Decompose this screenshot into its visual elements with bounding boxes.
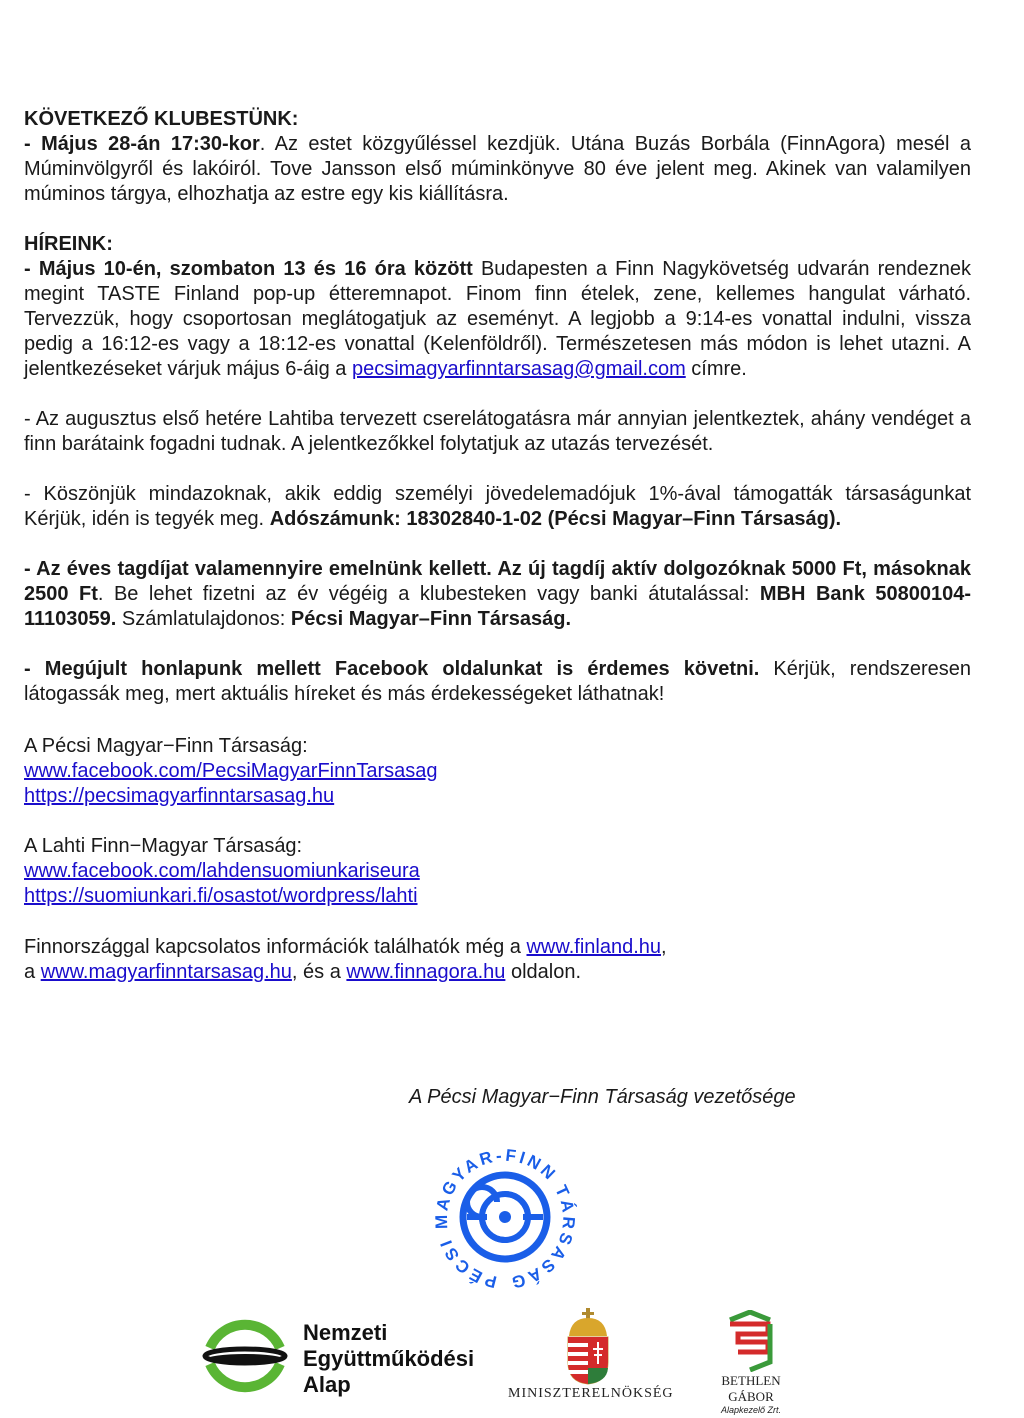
svg-text:PÉCSI MAGYAR-FINN TÁRSASÁG: PÉCSI MAGYAR-FINN TÁRSASÁG [432, 1145, 578, 1290]
pecs-facebook-link[interactable]: www.facebook.com/PecsiMagyarFinnTarsasag [24, 760, 438, 782]
finland-link[interactable]: www.finland.hu [526, 936, 662, 958]
news-heading: HÍREINK: [24, 233, 113, 255]
info-paragraph: Finnországgal kapcsolatos információk találhatók még a www.finland.hu, a www.magyarfinntarsasag.hu, és a www.finnagora.hu oldalon. [24, 936, 667, 983]
pecs-website-link[interactable]: https://pecsimagyarfinntarsasag.hu [24, 785, 335, 807]
hungarian-coat-of-arms-icon [563, 1306, 613, 1386]
next-event-paragraph: - Május 28-án 17:30-kor. Az estet közgyűléssel kezdjük. Utána Buzás Borbála (FinnAgora) mesél a Múminvölgyről és lakóiról. Tove Jansson első múminkönyve 80 éve jelent meg. Akinek van valamilyen múminos tárgya, elhozhatja az estre egy kis kiállításra. [24, 133, 971, 205]
bga-label: BETHLEN GÁBOR Alapkezelő Zrt. [720, 1373, 782, 1415]
newsletter-body [24, 107, 971, 985]
news-item-fee: - Az éves tagdíjat valamennyire emelnünk kellett. Az új tagdíj aktív dolgozóknak 5000 Ft, másoknak 2500 Ft. Be lehet fizetni az év végéig a klubesteken vagy banki átutalással: MBH Bank 50800104-11103059. Számlatulajdonos: Pécsi Magyar–Finn Társaság. [24, 558, 972, 630]
ministry-label: MINISZTERELNÖKSÉG [508, 1386, 674, 1401]
contacts-pecs [24, 734, 971, 809]
magyarfinntarsasag-link[interactable]: www.magyarfinntarsasag.hu [40, 961, 292, 983]
finnagora-link[interactable]: www.finnagora.hu [346, 961, 506, 983]
nea-logo-text: Nemzeti Együttműködési Alap [303, 1320, 475, 1397]
email-link[interactable]: pecsimagyarfinntarsasag@gmail.com [351, 358, 686, 380]
news-item-tax: - Köszönjük mindazoknak, akik eddig személyi jövedelemadójuk 1%-ával támogatták társaságunkat Kérjük, idén is tegyék meg. Adószámunk: 18302840-1-02 (Pécsi Magyar–Finn Társaság). [24, 483, 971, 530]
lahti-facebook-link[interactable]: www.facebook.com/lahdensuomiunkariseura [24, 860, 420, 882]
next-event-heading: KÖVETKEZŐ KLUBESTÜNK: [24, 108, 299, 130]
contacts-lahti [24, 834, 971, 909]
lahti-website-link[interactable]: https://suomiunkari.fi/osastot/wordpress/lahti [24, 885, 418, 907]
news-item-lahti: - Az augusztus első hetére Lahtiba tervezett cserelátogatásra már annyian jelentkeztek, ahány vendéget a finn barátaink fogadni tudnak. A jelentkezőkkel folytatjuk az utazás tervezését. [24, 408, 971, 455]
pecs-label: A Pécsi Magyar−Finn Társaság: [24, 735, 308, 757]
signature: A Pécsi Magyar−Finn Társaság vezetősége [409, 1086, 796, 1108]
bga-logo [726, 1310, 774, 1372]
nea-logo [200, 1308, 290, 1402]
society-logo [432, 1144, 578, 1290]
lahti-label: A Lahti Finn−Magyar Társaság: [24, 835, 303, 857]
news-item-taste-finland: - Május 10-én, szombaton 13 és 16 óra között Budapesten a Finn Nagykövetség udvarán rendeznek megint TASTE Finland pop-up étteremnapot. Finom finn ételek, zene, kellemes hangulat várható. Tervezzük, hogy csoportosan meglátogatjuk az eseményt. A legjobb a 9:14-es vonattal indulni, vissza pedig a 16:12-es vagy a 18:12-es vonattal (Kelenföldről). Természetesen más módon is lehet utazni. A jelentkezéseket várjuk május 6-áig a pecsimagyarfinntarsasag@gmail.com címre. [24, 258, 972, 380]
news-item-facebook: - Megújult honlapunk mellett Facebook oldalunkat is érdemes követni. Kérjük, rendszeresen látogassák meg, mert aktuális híreket és más érdekességeket láthatnak! [24, 658, 971, 705]
